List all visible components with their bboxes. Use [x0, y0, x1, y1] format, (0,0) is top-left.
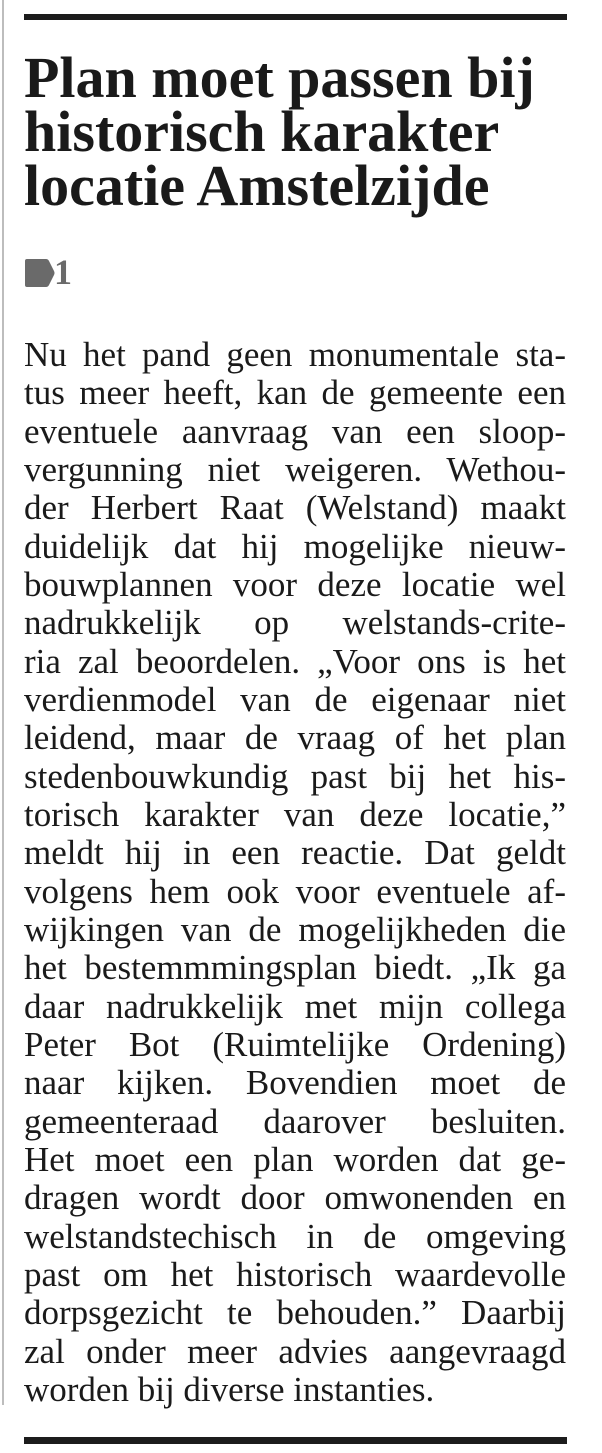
headline-line: locatie Amstelzijde [24, 153, 490, 218]
body-line: worden bij diverse instanties. [24, 1370, 435, 1409]
body-line: het bestemmmingsplan biedt. „Ik ga [24, 949, 566, 988]
body-line: zal onder meer advies aangevraagd [24, 1332, 566, 1371]
body-line: welstandstechisch in de omgeving [24, 1217, 566, 1256]
body-line: duidelijk dat hij mogelijke nieuw- [24, 527, 566, 566]
body-line: torisch karakter van deze locatie,” [24, 795, 566, 834]
body-line: gemeenteraad daarover besluiten. [24, 1102, 566, 1141]
body-line: nadrukkelijk op welstands-crite- [24, 604, 566, 643]
body-line: volgens hem ook voor eventuele af- [24, 872, 566, 911]
body-line: Peter Bot (Ruimtelijke Ordening) [24, 1025, 566, 1064]
clipping-edge [2, 0, 4, 1405]
bottom-rule [24, 1437, 567, 1444]
body-line: Het moet een plan worden dat ge- [24, 1140, 566, 1179]
body-line: tus meer heeft, kan de gemeente een [24, 374, 566, 413]
body-line: verdienmodel van de eigenaar niet [24, 680, 566, 719]
body-line: naar kijken. Bovendien moet de [24, 1064, 566, 1103]
headline [24, 45, 567, 218]
body-line: dorpsgezicht te behouden.” Daarbij [24, 1294, 566, 1333]
body-line: past om het historisch waardevolle [24, 1255, 566, 1294]
body-line: vergunning niet weigeren. Wethou- [24, 450, 566, 489]
headline-line: Plan moet passen bij [24, 45, 535, 110]
body-line: ria zal beoordelen. „Voor ons is het [24, 642, 566, 681]
body-line: leidend, maar de vraag of het plan [24, 719, 566, 758]
body-line: der Herbert Raat (Welstand) maakt [24, 489, 566, 528]
headline-line: historisch karakter [24, 99, 500, 164]
body-line: meldt hij in een reactie. Dat geldt [24, 834, 566, 873]
tag-icon [24, 258, 56, 288]
body-line: dragen wordt door omwonenden en [24, 1179, 566, 1218]
body-line: bouwplannen voor deze locatie wel [24, 565, 566, 604]
marker-number: 1 [54, 252, 72, 292]
top-rule [24, 14, 567, 20]
body-line: stedenbouwkundig past bij het his- [24, 757, 566, 796]
body-line: wijkingen van de mogelijkheden die [24, 910, 566, 949]
body-line: Nu het pand geen monumentale sta- [24, 336, 566, 374]
body-line: daar nadrukkelijk met mijn collega [24, 987, 566, 1026]
article-body [24, 336, 566, 1409]
body-line: eventuele aanvraag van een sloop- [24, 412, 566, 451]
